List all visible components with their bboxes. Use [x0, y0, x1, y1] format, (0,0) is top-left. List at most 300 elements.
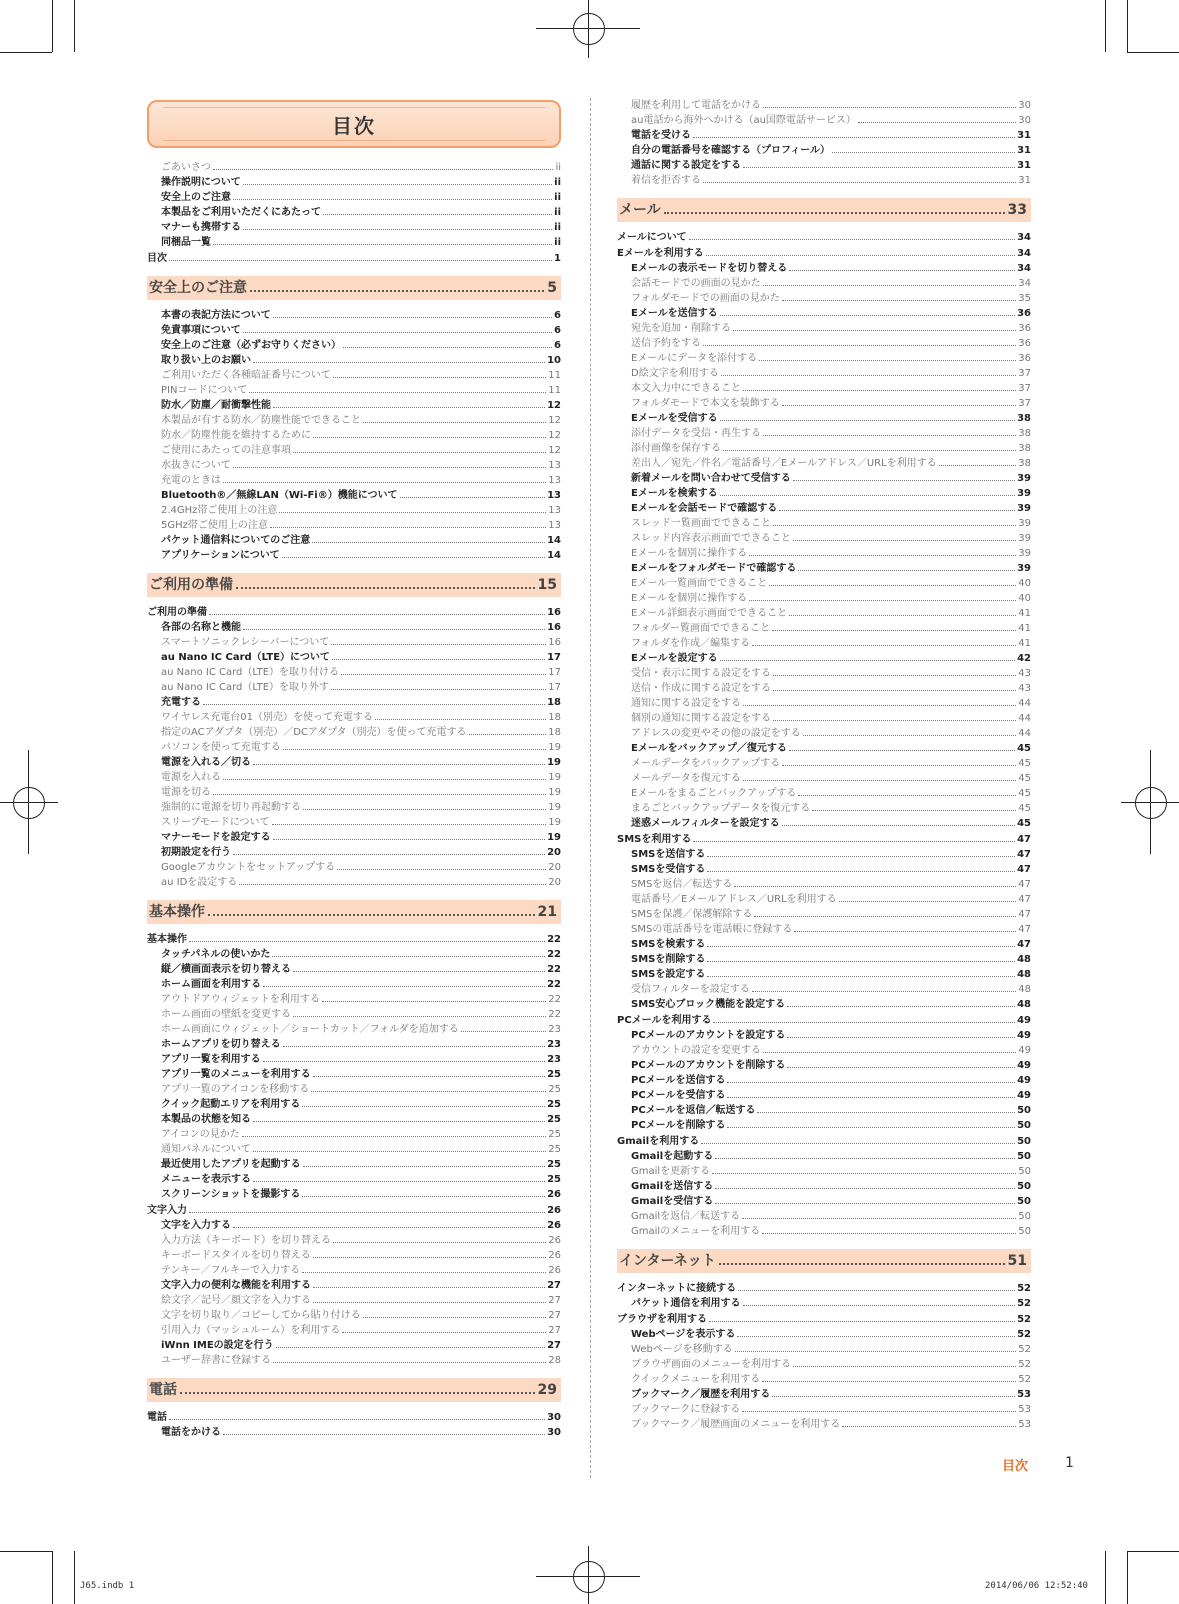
toc-subentry[interactable]	[617, 291, 1031, 306]
toc-entry[interactable]	[147, 695, 561, 710]
toc-subentry[interactable]	[147, 368, 561, 383]
toc-entry-title: 履歴を利用して電話をかける	[631, 100, 761, 111]
toc-subentry[interactable]	[617, 982, 1031, 997]
toc-entry[interactable]	[617, 1058, 1031, 1073]
toc-subentry[interactable]	[617, 711, 1031, 726]
toc-page-number: 38	[1018, 443, 1031, 454]
toc-subentry[interactable]	[147, 1142, 561, 1157]
toc-page-number: 40	[1018, 578, 1031, 589]
toc-subentry[interactable]	[617, 1417, 1031, 1432]
toc-subentry[interactable]	[147, 413, 561, 428]
toc-leader-dots	[469, 734, 547, 735]
toc-leader-dots	[832, 152, 1015, 153]
toc-leader-dots	[743, 1305, 1016, 1306]
toc-subentry[interactable]	[617, 696, 1031, 711]
toc-entry[interactable]	[147, 1097, 561, 1112]
toc-leader-dots	[233, 854, 545, 855]
toc-subentry[interactable]	[147, 860, 561, 875]
toc-subentry[interactable]	[147, 1007, 561, 1022]
toc-entry-title: 電話番号／Eメールアドレス／URLを利用する	[631, 894, 837, 905]
toc-leader-dots	[939, 465, 1017, 466]
toc-subentry[interactable]	[617, 771, 1031, 786]
toc-entry[interactable]	[617, 1194, 1031, 1209]
toc-chapter-entry[interactable]	[617, 246, 1031, 261]
toc-entry[interactable]	[617, 847, 1031, 862]
toc-leader-dots	[721, 375, 1017, 376]
toc-subentry[interactable]	[147, 1263, 561, 1278]
toc-entry-title: 文字を切り取り／コピーしてから貼り付ける	[161, 1310, 361, 1321]
toc-subentry[interactable]	[147, 1082, 561, 1097]
toc-subentry[interactable]	[147, 635, 561, 650]
toc-subentry[interactable]	[617, 1402, 1031, 1417]
toc-page-number: ii	[554, 207, 561, 218]
toc-leader-dots	[789, 270, 1015, 271]
toc-entry-title: ホーム画面を利用する	[161, 979, 261, 990]
toc-subentry[interactable]	[617, 726, 1031, 741]
toc-leader-dots	[273, 839, 545, 840]
toc-subentry[interactable]	[617, 786, 1031, 801]
toc-entry-title: マナーも携帯する	[161, 222, 241, 233]
toc-leader-dots	[313, 1287, 545, 1288]
toc-page-number: 15	[537, 577, 557, 593]
toc-leader-dots	[253, 362, 545, 363]
toc-entry[interactable]	[147, 1052, 561, 1067]
toc-chapter-entry[interactable]	[617, 832, 1031, 847]
toc-entry-title: メール	[619, 202, 661, 218]
toc-page-number: 34	[1017, 248, 1031, 259]
toc-section-header[interactable]	[147, 573, 561, 597]
toc-subentry[interactable]	[147, 1293, 561, 1308]
toc-leader-dots	[793, 1366, 1016, 1367]
toc-subentry[interactable]	[147, 383, 561, 398]
toc-subentry[interactable]	[617, 1342, 1031, 1357]
toc-subentry[interactable]	[147, 473, 561, 488]
toc-leader-dots	[707, 946, 1015, 947]
toc-page-number: 14	[547, 535, 561, 546]
toc-leader-dots	[787, 1067, 1015, 1068]
toc-leader-dots	[233, 467, 546, 468]
toc-entry-title: Bluetooth®／無線LAN（Wi-Fi®）機能について	[161, 490, 398, 501]
toc-entry[interactable]	[617, 261, 1031, 276]
column-divider	[590, 98, 591, 1478]
toc-leader-dots	[363, 422, 546, 423]
toc-chapter-entry[interactable]	[147, 1203, 561, 1218]
toc-subentry[interactable]	[617, 441, 1031, 456]
toc-subentry[interactable]	[147, 785, 561, 800]
toc-subentry[interactable]	[617, 681, 1031, 696]
toc-entry-title: 安全上のご注意（必ずお守りください）	[161, 340, 341, 351]
toc-page-number: 48	[1017, 954, 1031, 965]
toc-entry[interactable]	[147, 548, 561, 563]
toc-entry-title: 強制的に電源を切り再起動する	[161, 802, 301, 813]
toc-entry-title: SMSを利用する	[617, 834, 692, 845]
toc-entry[interactable]	[147, 1425, 561, 1440]
toc-entry[interactable]	[617, 486, 1031, 501]
toc-page-number: 31	[1017, 160, 1031, 171]
toc-page-number: 47	[1018, 924, 1031, 935]
toc-entry-title: 入力方法（キーボード）を切り替える	[161, 1235, 331, 1246]
toc-page-number: 11	[548, 370, 561, 381]
toc-leader-dots	[273, 1362, 546, 1363]
toc-page-number: 26	[548, 1235, 561, 1246]
toc-leader-dots	[302, 1196, 545, 1197]
toc-leader-dots	[720, 660, 1015, 661]
toc-page-number: 30	[1018, 100, 1031, 111]
toc-leader-dots	[242, 1136, 547, 1137]
toc-page-number: 45	[1017, 743, 1031, 754]
toc-entry[interactable]	[617, 967, 1031, 982]
toc-entry-title: 2.4GHz帯ご使用上の注意	[161, 505, 278, 516]
toc-entry[interactable]	[617, 1103, 1031, 1118]
toc-chapter-entry[interactable]	[617, 230, 1031, 245]
toc-entry-title: 電話	[149, 1382, 177, 1398]
toc-entry-title: PCメールを受信する	[631, 1090, 726, 1101]
toc-leader-dots	[243, 629, 545, 630]
toc-subentry[interactable]	[617, 606, 1031, 621]
toc-entry[interactable]	[147, 1172, 561, 1187]
toc-entry-title: アウトドアウィジェットを利用する	[161, 994, 320, 1005]
toc-entry[interactable]	[147, 190, 561, 205]
toc-entry[interactable]	[617, 1118, 1031, 1133]
toc-subentry[interactable]	[147, 875, 561, 890]
toc-entry[interactable]	[147, 650, 561, 665]
toc-entry[interactable]	[147, 830, 561, 845]
toc-subentry[interactable]	[147, 665, 561, 680]
toc-subentry[interactable]	[617, 98, 1031, 113]
toc-page-number: 50	[1017, 1196, 1031, 1207]
toc-leader-dots	[720, 420, 1015, 421]
toc-subentry[interactable]	[617, 922, 1031, 937]
toc-subentry[interactable]	[617, 1164, 1031, 1179]
toc-entry[interactable]	[147, 205, 561, 220]
toc-entry-title: 文字入力の便利な機能を利用する	[161, 1280, 311, 1291]
toc-chapter-entry[interactable]	[617, 1013, 1031, 1028]
toc-section-header[interactable]	[147, 900, 561, 924]
toc-entry[interactable]	[617, 741, 1031, 756]
toc-page-number: 13	[548, 475, 561, 486]
toc-chapter-entry[interactable]	[617, 1134, 1031, 1149]
toc-page-number: 49	[1017, 1090, 1031, 1101]
toc-leader-dots	[773, 525, 1016, 526]
toc-entry[interactable]	[147, 338, 561, 353]
toc-entry[interactable]	[617, 1028, 1031, 1043]
toc-page-number: 25	[547, 1174, 561, 1185]
toc-entry[interactable]	[617, 1327, 1031, 1342]
toc-leader-dots	[213, 169, 553, 170]
toc-entry-title: 電源を入れる	[161, 772, 221, 783]
toc-entry-title: ご利用の準備	[149, 577, 233, 593]
toc-leader-dots	[737, 1336, 1015, 1337]
toc-entry[interactable]	[147, 620, 561, 635]
toc-subentry[interactable]	[147, 1308, 561, 1323]
toc-entry[interactable]	[617, 1149, 1031, 1164]
toc-page-number: 43	[1018, 668, 1031, 679]
toc-subentry[interactable]	[617, 1357, 1031, 1372]
toc-entry[interactable]	[147, 533, 561, 548]
toc-leader-dots	[763, 285, 1017, 286]
toc-subentry[interactable]	[617, 546, 1031, 561]
toc-leader-dots	[253, 1151, 546, 1152]
toc-subentry[interactable]	[147, 800, 561, 815]
toc-subentry[interactable]	[147, 680, 561, 695]
toc-subentry[interactable]	[617, 336, 1031, 351]
toc-subentry[interactable]	[617, 516, 1031, 531]
toc-subentry[interactable]	[617, 1372, 1031, 1387]
toc-entry[interactable]	[147, 1037, 561, 1052]
toc-subentry[interactable]	[617, 351, 1031, 366]
toc-page-number: 39	[1017, 488, 1031, 499]
toc-subentry[interactable]	[147, 770, 561, 785]
toc-page-number: 36	[1018, 353, 1031, 364]
toc-entry-title: 差出人／宛先／件名／電話番号／Eメールアドレス／URLを利用する	[631, 458, 937, 469]
toc-entry[interactable]	[147, 1067, 561, 1082]
toc-entry-title: 安全上のご注意	[161, 192, 231, 203]
toc-leader-dots	[203, 704, 545, 705]
toc-entry[interactable]	[147, 1278, 561, 1293]
toc-chapter-entry[interactable]	[147, 932, 561, 947]
toc-leader-dots	[239, 884, 546, 885]
toc-section-header[interactable]	[147, 1378, 561, 1402]
toc-page-number: 40	[1018, 593, 1031, 604]
toc-subentry[interactable]	[147, 503, 561, 518]
toc-leader-dots	[782, 765, 1016, 766]
toc-entry[interactable]	[147, 755, 561, 770]
toc-subentry[interactable]	[147, 815, 561, 830]
toc-leader-dots	[332, 659, 545, 660]
toc-entry[interactable]	[147, 845, 561, 860]
toc-subentry[interactable]	[147, 725, 561, 740]
toc-page-number: 25	[548, 1084, 561, 1095]
toc-entry[interactable]	[147, 488, 561, 503]
toc-leader-dots	[743, 780, 1016, 781]
toc-subentry[interactable]	[617, 636, 1031, 651]
toc-subentry[interactable]	[617, 321, 1031, 336]
toc-entry-title: 送信・作成に関する設定をする	[631, 683, 771, 694]
toc-subentry[interactable]	[617, 877, 1031, 892]
toc-entry-title: Eメールにデータを添付する	[631, 353, 758, 364]
toc-entry[interactable]	[617, 651, 1031, 666]
toc-leader-dots	[282, 557, 545, 558]
toc-page-number: 39	[1017, 473, 1031, 484]
toc-leader-dots	[789, 615, 1016, 616]
toc-section-header[interactable]	[147, 276, 561, 300]
toc-entry[interactable]	[147, 220, 561, 235]
toc-entry[interactable]	[617, 1296, 1031, 1311]
toc-entry[interactable]	[147, 962, 561, 977]
toc-page-number: 25	[548, 1129, 561, 1140]
toc-entry[interactable]	[147, 1157, 561, 1172]
toc-subentry[interactable]	[617, 892, 1031, 907]
toc-chapter-entry[interactable]	[617, 1312, 1031, 1327]
toc-subentry[interactable]	[617, 591, 1031, 606]
toc-subentry[interactable]	[617, 276, 1031, 291]
toc-entry-title: Gmailを送信する	[631, 1181, 714, 1192]
toc-leader-dots	[302, 1106, 545, 1107]
toc-page-number: 53	[1017, 1389, 1031, 1400]
toc-entry[interactable]	[617, 411, 1031, 426]
toc-subentry[interactable]	[147, 1323, 561, 1338]
toc-page-number: 39	[1018, 548, 1031, 559]
toc-page-number: 45	[1018, 803, 1031, 814]
toc-leader-dots	[772, 630, 1016, 631]
toc-entry[interactable]	[147, 323, 561, 338]
toc-subentry[interactable]	[617, 531, 1031, 546]
toc-entry[interactable]	[617, 1387, 1031, 1402]
toc-entry-title: 水抜きについて	[161, 460, 231, 471]
toc-entry[interactable]	[617, 1073, 1031, 1088]
toc-chapter-entry[interactable]	[617, 1281, 1031, 1296]
toc-entry[interactable]	[617, 158, 1031, 173]
toc-page-number: 12	[547, 400, 561, 411]
toc-subentry[interactable]	[617, 426, 1031, 441]
toc-subentry[interactable]	[147, 458, 561, 473]
toc-entry-title: Eメールを利用する	[617, 248, 704, 259]
toc-subentry[interactable]	[617, 801, 1031, 816]
toc-entry[interactable]	[617, 306, 1031, 321]
toc-subentry[interactable]	[147, 1127, 561, 1142]
toc-page-number: 49	[1017, 1030, 1031, 1041]
toc-chapter-entry[interactable]	[147, 1410, 561, 1425]
toc-leader-dots	[273, 407, 545, 408]
toc-entry-title: SMSを受信する	[631, 864, 706, 875]
toc-entry[interactable]	[617, 501, 1031, 516]
toc-section-header[interactable]	[617, 1249, 1031, 1273]
toc-entry[interactable]	[147, 308, 561, 323]
toc-leader-dots	[313, 1076, 545, 1077]
print-slug-file: J65.indb 1	[80, 1581, 135, 1591]
toc-entry[interactable]	[617, 952, 1031, 967]
toc-subentry[interactable]	[147, 1353, 561, 1368]
toc-page-number: 52	[1017, 1329, 1031, 1340]
toc-page-number: 14	[547, 550, 561, 561]
toc-subentry[interactable]	[147, 428, 561, 443]
toc-subentry[interactable]	[617, 666, 1031, 681]
toc-subentry[interactable]	[617, 1043, 1031, 1058]
toc-entry-title: パソコンを使って充電する	[161, 742, 281, 753]
toc-entry[interactable]	[147, 235, 561, 250]
toc-entry-title: 本製品が有する防水／防塵性能でできること	[161, 415, 361, 426]
toc-entry[interactable]	[617, 128, 1031, 143]
toc-subentry[interactable]	[617, 756, 1031, 771]
toc-entry[interactable]	[617, 561, 1031, 576]
toc-entry[interactable]	[617, 1179, 1031, 1194]
toc-entry-title: タッチパネルの使いかた	[161, 949, 271, 960]
toc-subentry[interactable]	[617, 621, 1031, 636]
toc-entry-title: 免責事項について	[161, 325, 241, 336]
toc-page-number: 13	[548, 460, 561, 471]
toc-subentry[interactable]	[617, 366, 1031, 381]
toc-page-number: 48	[1018, 984, 1031, 995]
toc-leader-dots	[693, 841, 1015, 842]
toc-entry[interactable]	[147, 1187, 561, 1202]
toc-entry[interactable]	[617, 143, 1031, 158]
toc-chapter-entry[interactable]	[147, 605, 561, 620]
toc-entry-title: D絵文字を利用する	[631, 368, 719, 379]
toc-subentry[interactable]	[617, 907, 1031, 922]
toc-subentry[interactable]	[617, 173, 1031, 188]
toc-entry[interactable]	[147, 398, 561, 413]
toc-subentry[interactable]	[147, 1233, 561, 1248]
toc-page-number: 49	[1017, 1075, 1031, 1086]
toc-subentry[interactable]	[147, 443, 561, 458]
toc-entry-title: PCメールを削除する	[631, 1120, 726, 1131]
toc-subentry[interactable]	[617, 576, 1031, 591]
toc-entry[interactable]	[617, 1088, 1031, 1103]
toc-entry-title: 5GHz帯ご使用上の注意	[161, 520, 268, 531]
toc-leader-dots	[773, 720, 1016, 721]
toc-subentry[interactable]	[617, 381, 1031, 396]
toc-section-header[interactable]	[617, 198, 1031, 222]
print-slug-timestamp: 2014/06/06 12:52:40	[985, 1581, 1088, 1591]
toc-subentry[interactable]	[617, 456, 1031, 471]
toc-leader-dots	[773, 675, 1016, 676]
toc-page-number: 45	[1017, 818, 1031, 829]
toc-leader-dots	[233, 1227, 545, 1228]
toc-page-number: 52	[1017, 1283, 1031, 1294]
toc-subentry[interactable]	[147, 740, 561, 755]
toc-entry[interactable]	[617, 997, 1031, 1012]
toc-entry[interactable]	[617, 471, 1031, 486]
toc-subentry[interactable]	[617, 1224, 1031, 1239]
toc-entry[interactable]	[617, 862, 1031, 877]
toc-entry[interactable]	[147, 1218, 561, 1233]
toc-entry[interactable]	[147, 175, 561, 190]
toc-entry[interactable]	[617, 816, 1031, 831]
toc-subentry[interactable]	[147, 1248, 561, 1263]
toc-page-number: 34	[1017, 263, 1031, 274]
toc-entry[interactable]	[147, 1112, 561, 1127]
toc-subentry[interactable]	[617, 113, 1031, 128]
toc-entry-title: 宛先を追加・削除する	[631, 323, 731, 334]
toc-page-number: 47	[1017, 834, 1031, 845]
toc-entry-title: Eメールを個別に操作する	[631, 593, 748, 604]
toc-subentry[interactable]	[147, 1022, 561, 1037]
toc-entry[interactable]	[617, 937, 1031, 952]
toc-chapter-entry[interactable]	[147, 251, 561, 266]
toc-entry[interactable]	[147, 1338, 561, 1353]
toc-subentry[interactable]	[147, 992, 561, 1007]
toc-leader-dots	[769, 585, 1016, 586]
toc-subentry[interactable]	[617, 1209, 1031, 1224]
toc-page-number: 26	[548, 1265, 561, 1276]
toc-leader-dots	[734, 886, 1016, 887]
toc-entry[interactable]	[147, 977, 561, 992]
toc-page-number: 6	[554, 325, 561, 336]
toc-entry-title: Eメールをバックアップ／復元する	[631, 743, 787, 754]
toc-page-number: 19	[548, 802, 561, 813]
toc-subentry[interactable]	[147, 710, 561, 725]
toc-entry[interactable]	[147, 947, 561, 962]
toc-entry-title: 新着メールを問い合わせて受信する	[631, 473, 791, 484]
toc-entry[interactable]	[147, 353, 561, 368]
toc-page-number: 30	[1018, 115, 1031, 126]
toc-page-number: 48	[1017, 969, 1031, 980]
toc-leader-dots	[312, 542, 545, 543]
toc-leader-dots	[253, 764, 545, 765]
toc-leader-dots	[223, 1434, 545, 1435]
toc-leader-dots	[803, 735, 1017, 736]
toc-leader-dots	[693, 137, 1015, 138]
toc-subentry[interactable]	[617, 396, 1031, 411]
toc-page-number: 13	[548, 520, 561, 531]
toc-leader-dots	[782, 405, 1017, 406]
toc-entry-title: スレッド内容表示画面でできること	[631, 533, 791, 544]
toc-subentry[interactable]	[147, 518, 561, 533]
toc-subentry[interactable]	[147, 160, 561, 175]
toc-entry-title: SMSの電話番号を電話帳に登録する	[631, 924, 793, 935]
toc-leader-dots	[706, 255, 1015, 256]
toc-page-number: 47	[1017, 939, 1031, 950]
